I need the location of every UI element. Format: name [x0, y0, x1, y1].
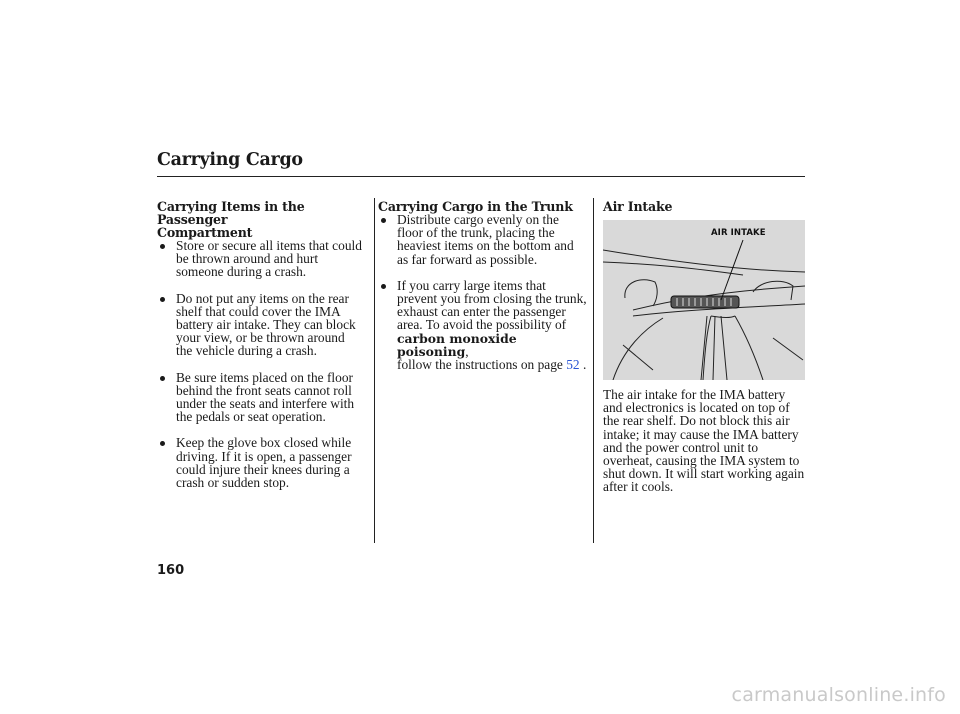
text-line: If you carry large items that	[397, 277, 546, 293]
punctuation: .	[582, 357, 587, 373]
page-number: 160	[157, 563, 185, 578]
text-line: could injure their knees during a	[176, 461, 350, 477]
warning-term: carbon monoxide poisoning	[397, 330, 517, 359]
bullet-item	[157, 436, 369, 489]
bullet-item	[157, 292, 369, 358]
bullet-item	[157, 371, 369, 424]
text-line: someone during a crash.	[176, 264, 307, 280]
passenger-compartment-heading	[157, 200, 369, 239]
text-line: shelf that could cover the IMA	[176, 303, 341, 319]
air-intake-illustration	[603, 220, 805, 380]
text-line: and electronics is located on top of	[603, 400, 790, 416]
text-line: be thrown around and hurt	[176, 251, 319, 267]
bullet-item	[157, 239, 369, 279]
rear-shelf-drawing	[603, 220, 805, 380]
text-line: Do not put any items on the rear	[176, 290, 349, 306]
trunk-section	[378, 200, 590, 371]
text-line: after it cools.	[603, 479, 674, 495]
text-line: driving. If it is open, a passenger	[176, 448, 352, 464]
passenger-compartment-section	[157, 200, 369, 489]
passenger-bullet-list	[157, 239, 369, 489]
air-intake-description	[603, 388, 808, 494]
column-divider-2	[593, 198, 594, 543]
page-reference-link[interactable]: 52	[566, 357, 580, 373]
text-line: exhaust can enter the passenger	[397, 304, 566, 320]
watermark: carmanualsonline.info	[731, 684, 946, 706]
bullet-dot	[381, 284, 386, 289]
bullet-dot	[160, 376, 165, 381]
text-line: under the seats and interfere with	[176, 396, 355, 412]
text-line: follow the instructions on page	[397, 357, 563, 373]
text-line: intake; it may cause the IMA battery	[603, 426, 799, 442]
text-line: your view, or be thrown around	[176, 330, 345, 346]
air-intake-paragraph	[603, 388, 808, 494]
text-line: and the power control unit to	[603, 439, 759, 455]
title-divider	[157, 176, 805, 177]
heading-line: Compartment	[157, 225, 253, 240]
bullet-dot	[160, 244, 165, 249]
figure-callout-label: AIR INTAKE	[711, 228, 766, 238]
text-line: prevent you from closing the trunk,	[397, 291, 587, 307]
text-line: Distribute cargo evenly on the	[397, 212, 559, 227]
text-line: area. To avoid the possibility of	[397, 317, 567, 333]
trunk-heading: Carrying Cargo in the Trunk	[378, 199, 573, 214]
text-line: as far forward as possible.	[397, 251, 538, 267]
text-line: battery air intake. They can block	[176, 317, 356, 333]
text-line: the pedals or seat operation.	[176, 409, 326, 425]
bullet-item	[378, 279, 590, 371]
text-line: heaviest items on the bottom and	[397, 238, 574, 254]
text-line: the rear shelf. Do not block this air	[603, 413, 790, 429]
bullet-dot	[160, 297, 165, 302]
air-intake-section	[603, 200, 808, 213]
bullet-item	[378, 213, 590, 266]
text-line: behind the front seats cannot roll	[176, 382, 352, 398]
text-line: shut down. It will start working again	[603, 466, 805, 482]
column-divider-1	[374, 198, 375, 543]
air-intake-grille	[671, 296, 739, 308]
text-line: Be sure items placed on the floor	[176, 369, 354, 385]
text-line: overheat, causing the IMA system to	[603, 453, 800, 469]
text-line: The air intake for the IMA battery	[603, 387, 786, 402]
page-title: Carrying Cargo	[157, 150, 303, 170]
trunk-bullet-list	[378, 213, 590, 371]
text-line: floor of the trunk, placing the	[397, 225, 555, 241]
text-line: Store or secure all items that could	[176, 238, 362, 253]
text-line: Keep the glove box closed while	[176, 435, 352, 451]
heading-line: Carrying Items in the Passenger	[157, 199, 305, 227]
bullet-dot	[381, 218, 386, 223]
text-line: crash or sudden stop.	[176, 475, 290, 491]
air-intake-heading: Air Intake	[603, 199, 673, 214]
text-line: the vehicle during a crash.	[176, 343, 317, 359]
bullet-dot	[160, 441, 165, 446]
punctuation: ,	[465, 343, 469, 359]
